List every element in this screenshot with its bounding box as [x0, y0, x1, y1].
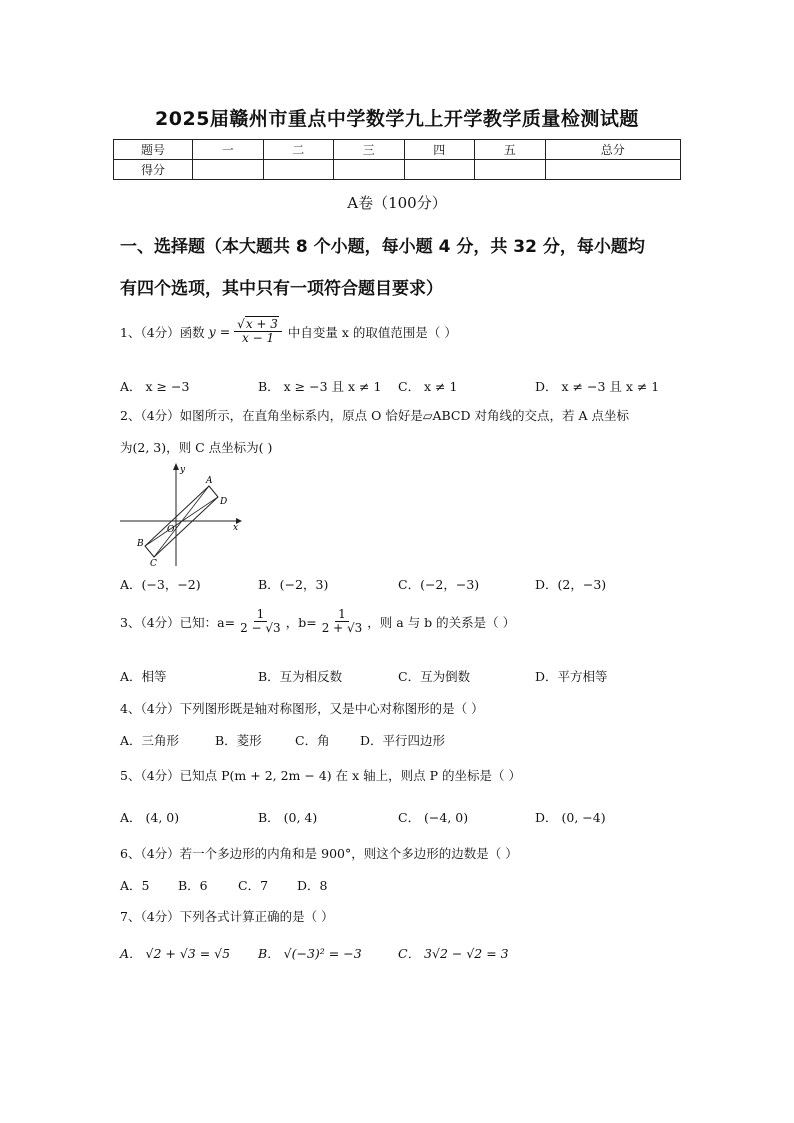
q4-option-a[interactable]: A．三角形 — [120, 733, 180, 748]
q1-func-lhs: y = — [208, 324, 231, 340]
score-table — [113, 139, 681, 180]
q2-parallelogram-figure — [118, 460, 250, 570]
score-cell[interactable] — [404, 160, 475, 180]
q2-option-a[interactable]: A．(−3，−2) — [120, 577, 201, 592]
q1-option-a[interactable]: A． x ≥ −3 — [120, 379, 190, 394]
q3-a-denominator: 2 − √3 — [240, 621, 281, 636]
q3-b-denominator: 2 + √3 — [321, 621, 363, 636]
question-1 — [120, 318, 457, 345]
q7-option-c[interactable]: C． 3√2 − √2 = 3 — [398, 946, 509, 961]
section-a-heading: A卷（100分） — [347, 194, 447, 212]
q3-mid: ，b= — [285, 614, 317, 630]
score-header-cell: 题号 — [114, 140, 193, 160]
q3-option-c[interactable]: C．互为倒数 — [398, 669, 471, 684]
score-header-cell: 四 — [404, 140, 475, 160]
q6-option-d[interactable]: D．8 — [297, 878, 328, 893]
label-c: C — [150, 559, 157, 569]
label-o: O — [167, 525, 175, 535]
label-a: A — [206, 476, 213, 486]
q2-option-c[interactable]: C．(−2，−3) — [398, 577, 480, 592]
score-header-cell: 三 — [334, 140, 405, 160]
label-b: B — [137, 539, 144, 549]
q3-option-b[interactable]: B．互为相反数 — [258, 669, 343, 684]
score-table-header-row — [114, 140, 681, 160]
score-cell[interactable] — [334, 160, 405, 180]
score-cell[interactable] — [263, 160, 334, 180]
q1-fraction — [234, 318, 282, 345]
q4-option-d[interactable]: D．平行四边形 — [360, 733, 446, 748]
q3-a-fraction — [237, 608, 284, 635]
q3-suffix: ，则 a 与 b 的关系是（ ） — [367, 614, 516, 630]
score-row-label: 得分 — [114, 160, 193, 180]
score-header-cell: 一 — [193, 140, 264, 160]
score-header-cell: 二 — [263, 140, 334, 160]
q5-option-a[interactable]: A． (4, 0) — [120, 810, 180, 825]
q2-line1: 2、（4分）如图所示，在直角坐标系内，原点 O 恰好是▱ABCD 对角线的交点，若 A 点坐标 — [120, 408, 629, 423]
q6-option-b[interactable]: B．6 — [178, 878, 208, 893]
q1-numerator: x + 3 — [245, 317, 278, 331]
q3-prefix: 3、（4分）已知：a= — [120, 614, 236, 630]
q4-option-c[interactable]: C．角 — [295, 733, 330, 748]
q1-option-d[interactable]: D． x ≠ −3 且 x ≠ 1 — [535, 379, 660, 394]
y-axis-arrow — [173, 463, 179, 470]
score-header-cell: 五 — [475, 140, 546, 160]
exam-title: 2025届赣州市重点中学数学九上开学教学质量检测试题 — [155, 108, 639, 130]
q7-option-b[interactable]: B． √(−3)² = −3 — [258, 946, 362, 961]
q5-option-c[interactable]: C． (−4, 0) — [398, 810, 469, 825]
q5-option-b[interactable]: B． (0, 4) — [258, 810, 318, 825]
score-cell[interactable] — [475, 160, 546, 180]
question-5: 5、（4分）已知点 P(m + 2, 2m − 4) 在 x 轴上，则点 P 的坐标是（ ） — [120, 768, 521, 783]
q7-option-a[interactable]: A． √2 + √3 = √5 — [120, 946, 231, 961]
q3-b-fraction — [319, 608, 366, 635]
q1-option-b[interactable]: B． x ≥ −3 且 x ≠ 1 — [258, 379, 382, 394]
q2-option-b[interactable]: B．(−2，3) — [258, 577, 329, 592]
score-cell[interactable] — [545, 160, 681, 180]
question-6: 6、（4分）若一个多边形的内角和是 900°，则这个多边形的边数是（ ） — [120, 846, 518, 861]
q6-option-a[interactable]: A．5 — [120, 878, 150, 893]
q1-suffix: 中自变量 x 的取值范围是（ ） — [287, 324, 457, 340]
question-3 — [120, 608, 515, 635]
q5-option-d[interactable]: D． (0, −4) — [535, 810, 606, 825]
score-cell[interactable] — [193, 160, 264, 180]
label-x: x — [233, 523, 239, 533]
q3-b-numerator: 1 — [335, 608, 349, 622]
score-header-cell: 总分 — [545, 140, 681, 160]
question-4: 4、（4分）下列图形既是轴对称图形，又是中心对称图形的是（ ） — [120, 701, 484, 716]
q1-prefix: 1、（4分）函数 — [120, 324, 205, 340]
label-y: y — [180, 465, 186, 475]
part1-heading-line2: 有四个选项，其中只有一项符合题目要求） — [120, 279, 443, 299]
part1-heading-line1: 一、选择题（本大题共 8 个小题，每小题 4 分，共 32 分，每小题均 — [120, 237, 645, 257]
question-7: 7、（4分）下列各式计算正确的是（ ） — [120, 909, 334, 924]
q6-option-c[interactable]: C．7 — [238, 878, 269, 893]
q1-denominator: x − 1 — [242, 331, 275, 346]
q2-option-d[interactable]: D．(2，−3) — [535, 577, 607, 592]
label-d: D — [220, 497, 228, 507]
q4-option-b[interactable]: B．菱形 — [215, 733, 262, 748]
q3-option-d[interactable]: D．平方相等 — [535, 669, 608, 684]
q2-line2: 为(2, 3)，则 C 点坐标为( ) — [120, 440, 273, 455]
q1-option-c[interactable]: C． x ≠ 1 — [398, 379, 458, 394]
q3-option-a[interactable]: A．相等 — [120, 669, 167, 684]
q3-a-numerator: 1 — [254, 608, 268, 622]
score-table-score-row — [114, 160, 681, 180]
